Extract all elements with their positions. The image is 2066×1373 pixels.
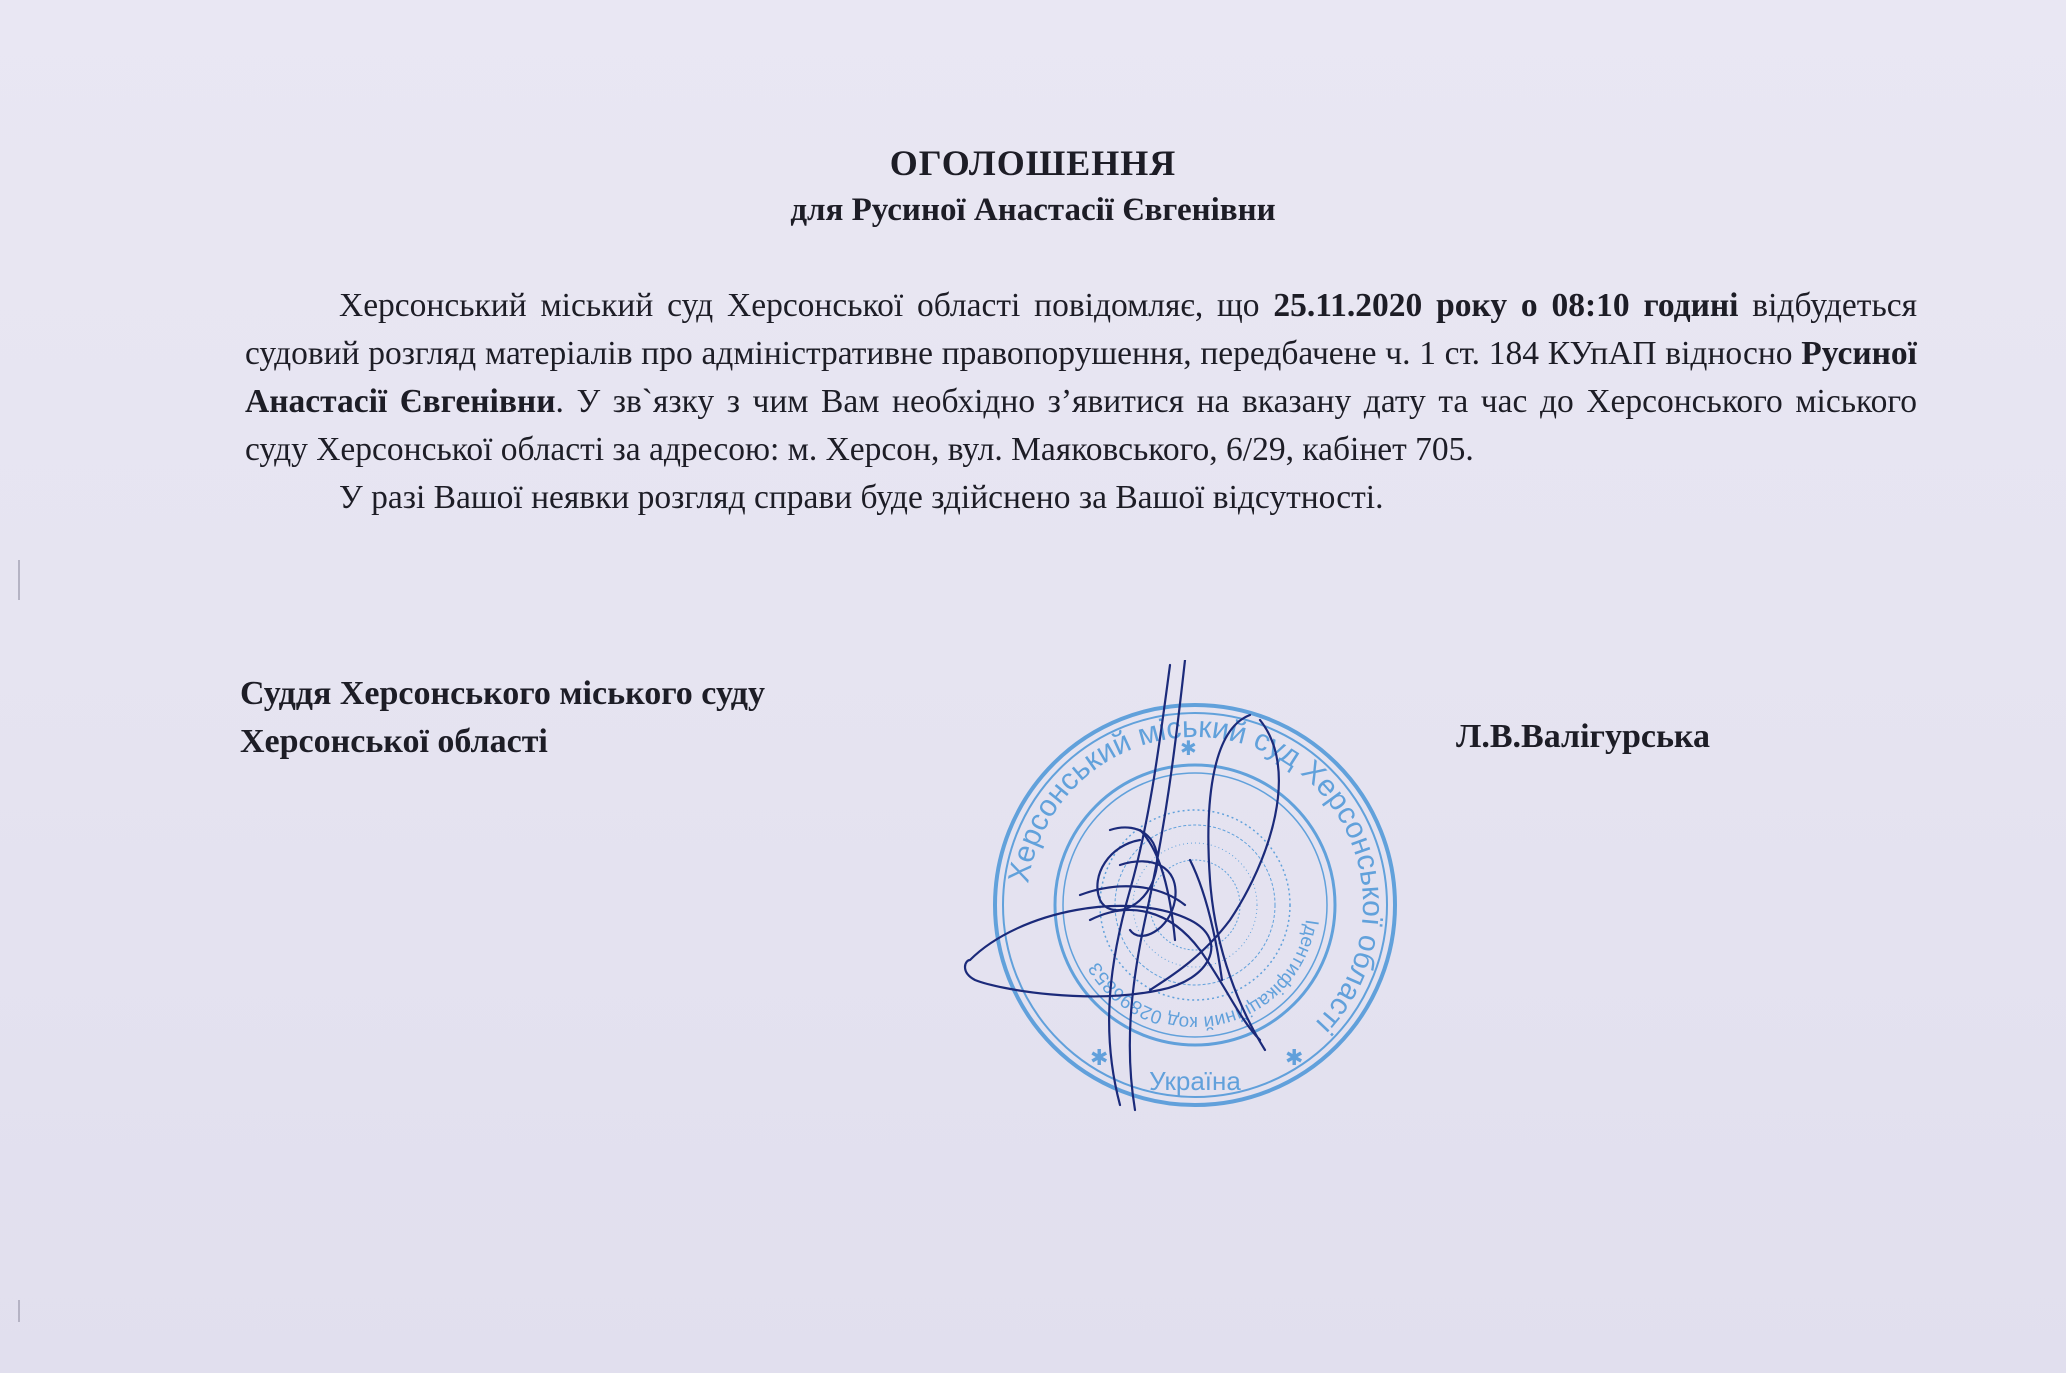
paper-edge-mark (18, 1300, 20, 1322)
document-body (245, 282, 1917, 522)
judge-title-line: Херсонської області (240, 723, 548, 760)
person-name: Русиної Анастасії Євгенівни (245, 335, 1917, 420)
document-title: ОГОЛОШЕННЯ (889, 143, 1177, 183)
star-icon: ✱ (1180, 738, 1197, 760)
judge-title-line: Суддя Херсонського міського суду (240, 675, 766, 712)
notice-paragraph (245, 282, 1917, 474)
notice-text: Херсонський міський суд Херсонської області повідомляє, що (339, 287, 1274, 324)
document-subtitle: для Русиної Анастасії Євгенівни (790, 192, 1276, 228)
stamp-country: Україна (1149, 1066, 1241, 1096)
stamp-inner-text: Ідентифікаційний код 02896853 (1084, 918, 1322, 1034)
absence-paragraph: У разі Вашої неявки розгляд справи буде здійснено за Вашої відсутності. (339, 479, 1384, 516)
judge-title (240, 670, 765, 766)
star-icon: ✱ (1285, 1045, 1304, 1070)
judge-name: Л.В.Валігурська (1456, 718, 1711, 755)
notice-text: . У зв`язку з чим Вам необхідно з’явитися на вказану дату та час до Херсонського міського суду Херсонської області за адресою: м. Херсон, вул. Маяковського, 6/29, кабінет 705. (245, 383, 1917, 468)
stamp-outer-text: Херсонський міський суд Херсонської області (1002, 710, 1390, 1041)
hearing-date-time: 25.11.2020 року о 08:10 годині (1273, 287, 1739, 324)
star-icon: ✱ (1090, 1045, 1109, 1070)
paper-edge-mark (18, 560, 20, 600)
judge-signature (960, 660, 1320, 1120)
notice-text: відбудеться судовий розгляд матеріалів про адміністративне правопорушення, передбачене ч. 1 ст. 184 КУпАП відносно (245, 287, 1917, 372)
